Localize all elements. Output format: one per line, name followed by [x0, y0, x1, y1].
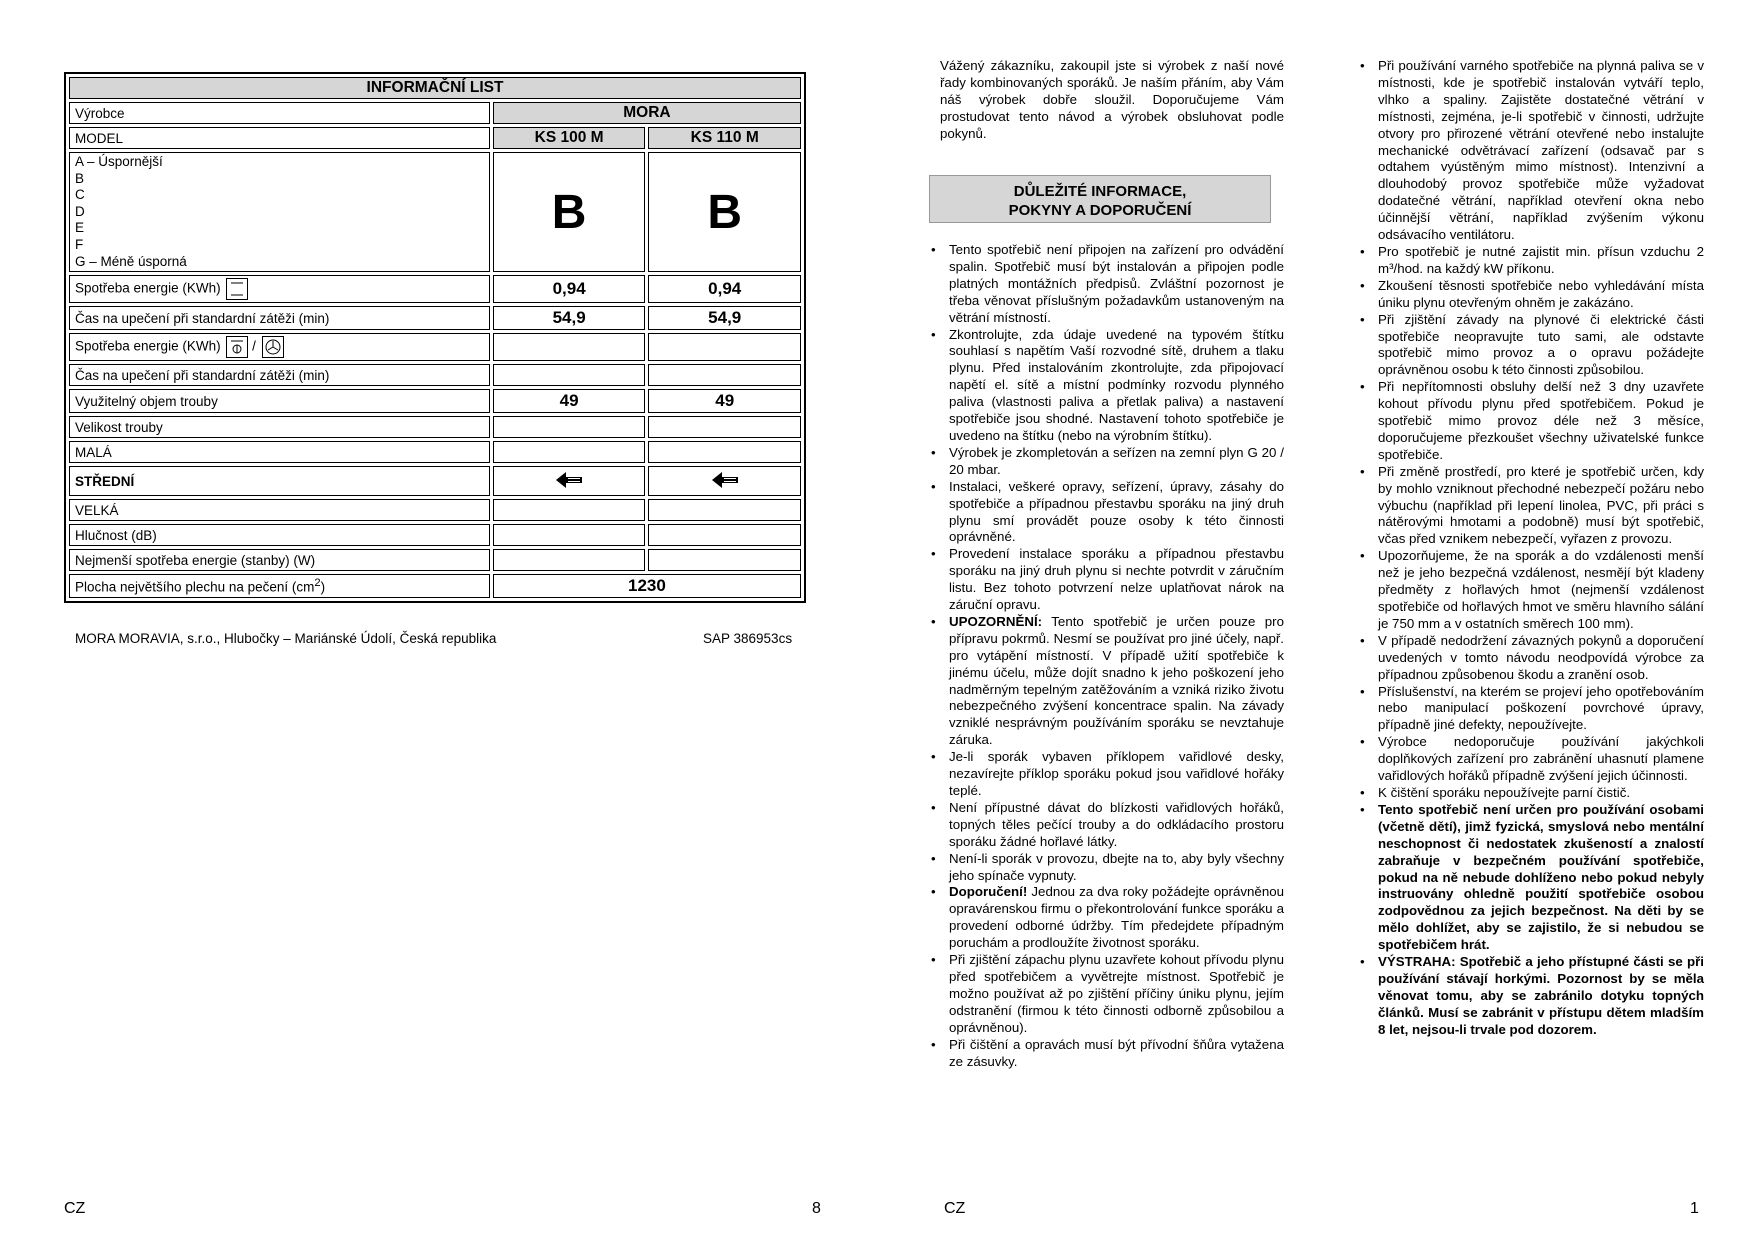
list-item	[1358, 379, 1704, 464]
list-item-text: Zkoušení těsnosti spotřebiče nebo vyhledávání místa úniku plynu otevřeným ohněm je zakázáno.	[1378, 277, 1704, 310]
fan-heating-icon	[226, 336, 248, 358]
class-b: B	[75, 170, 85, 186]
list-item	[929, 1037, 1284, 1071]
list-item-bold: Tento spotřebič není určen pro používání osobami (včetně dětí), jimž fyzická, smyslová nebo mentální neschopnost či nedostatek zkušeností a znalostí zabraňuje v bezpečném používání spotřebiče, pokud na ně nebude dohlíženo nebo pokud nebyly instruovány ohledně použití spotřebiče osobou zodpovědnou za jejich bezpečnost. Na děti by se mělo dohlížet, aby se zajistilo, že si nebudou se spotřebičem hrát.	[1378, 801, 1704, 953]
list-item-text: V případě nedodržení závazných pokynů a doporučení uvedených v tomto návodu neodpovídá výrobce za případnou způsobenou škodu a zranění osob.	[1378, 632, 1704, 682]
manufacturer-value: MORA	[493, 102, 801, 124]
list-item	[929, 884, 1284, 952]
right-page-number: 1	[1690, 1200, 1699, 1217]
list-item-bold: UPOZORNĚNÍ:	[949, 613, 1043, 629]
size-medium-model-2	[648, 466, 801, 496]
heading-line-2: POKYNY A DOPORUČENÍ	[1008, 202, 1192, 219]
list-item	[1358, 464, 1704, 549]
middle-bullet-list	[929, 242, 1284, 1070]
tray-label-end: )	[320, 579, 326, 595]
bake-time-fan-model-2	[648, 364, 801, 386]
table-title: INFORMAČNÍ LIST	[69, 77, 801, 99]
list-item-text: Při zjištění zápachu plynu uzavřete kohout přívodu plynu před spotřebičem a vyvětrejte místnost. Spotřebič je možno používat až po zjištění příčiny úniku plynu, jejím odstranění (firmou k této činnosti odborně způsobilou a oprávněnou).	[949, 952, 1284, 1035]
volume-label: Využitelný objem trouby	[69, 389, 490, 413]
list-item-text: Výrobce nedoporučuje používání jakýchkoli doplňkových zařízení pro zabránění uhasnutí plamene vařidlových hořáků případně zvýšení jejich účinnosti.	[1378, 734, 1704, 784]
energy-label: Spotřeba energie (KWh)	[75, 280, 221, 296]
size-large-model-2	[648, 499, 801, 521]
list-item	[1358, 734, 1704, 785]
list-item	[929, 445, 1284, 479]
info-table	[64, 72, 806, 603]
size-small-model-2	[648, 441, 801, 463]
manufacturer-label: Výrobce	[69, 102, 490, 124]
noise-label: Hlučnost (dB)	[69, 524, 490, 546]
energy-fan-model-1	[493, 333, 646, 361]
list-item-text: Výrobek je zkompletován a seřízen na zemní plyn G 20 / 20 mbar.	[949, 444, 1284, 477]
list-item-text: Instalaci, veškeré opravy, seřízení, úpravy, zásahy do spotřebiče a případnou přestavbu sporáku na jiný druh plynu smí provádět pouze osoby k této činnosti oprávněné.	[949, 478, 1284, 545]
list-item-bold: VÝSTRAHA: Spotřebič a jeho přístupné části se při používání stávají horkými. Pozornost by se měla věnovat tomu, aby se zabránilo dotyku topných článků. Musí se zabránit v přístupu dětem mladším 8 let, nejsou-li trvale pod dozorem.	[1378, 954, 1704, 1037]
bake-time-model-2: 54,9	[648, 306, 801, 330]
volume-model-2: 49	[648, 389, 801, 413]
list-item	[929, 851, 1284, 885]
standby-model-2	[648, 549, 801, 571]
standby-model-1	[493, 549, 646, 571]
list-item	[1358, 278, 1704, 312]
energy-classes-list	[69, 152, 490, 272]
conventional-heating-icon	[226, 278, 248, 300]
bake-time-label: Čas na upečení při standardní zátěži (min)	[69, 306, 490, 330]
arrow-left-icon	[710, 470, 740, 490]
size-large-label: VELKÁ	[69, 499, 490, 521]
list-item-text: Při používání varného spotřebiče na plynná paliva se v místnosti, kde je spotřebič instalován vytváří teplo, vlhko a spaliny. Zajistěte dostatečné větrání v místnosti, zejména, je-li spotřebič v činnosti, udržujte otvory pro přirozené větrání otevřené nebo instalujte mechanické odvětrávací zařízení (odsavač par s odtahem vyústěným mimo místnost). Intenzivní a dlouhodobý provoz spotřebiče může vyžadovat dodatečné větrání, například otevření okna nebo účinnější větrání, například zvýšením výkonu odsávacího ventilátoru.	[1378, 58, 1704, 243]
intro-text: Vážený zákazníku, zakoupil jste si výrobek z naší nové řady kombinovaných sporáků. Je naším přáním, aby Vám náš výrobek dobře sloužil. Doporučujeme Vám prostudovat tento návod a výrobek obsluhovat podle pokynů.	[940, 58, 1284, 141]
list-item	[1358, 633, 1704, 684]
list-item-text: Zkontrolujte, zda údaje uvedené na typovém štítku souhlasí s napětím Vaší rozvodné sítě, druhem a tlaku plynu. Před instalováním zkontrolujte, zda připojovací napětí el. sítě a místní podmínky rozvodu plynného paliva (vlastnosti paliva a přetlak paliva) a nastavení spotřebiče jsou shodné. Nastavení tohoto spotřebiče je uvedeno na štítku (nebo na výrobním štítku).	[949, 326, 1284, 443]
right-bullet-list	[1358, 58, 1704, 1039]
list-item-text: Tento spotřebič je určen pouze pro přípravu pokrmů. Nesmí se používat pro jiné účely, např. pro vytápění místností. V případě užití spotřebiče k jinému účelu, může dojít snadno k jeho poškození jeho nadměrným tepelným zatěžováním a vzniká riziko životu nebezpečného zvýšení koncentrace spalin. Na závady vzniklé nesprávným používáním sporáku se nevztahuje záruka.	[949, 613, 1284, 748]
size-small-label: MALÁ	[69, 441, 490, 463]
sap-number: SAP 386953cs	[703, 631, 793, 646]
list-item-text: Pro spotřebič je nutné zajistit min. přísun vzduchu 2 m³/hod. na každý kW příkonu.	[1378, 243, 1704, 276]
middle-column	[929, 242, 1284, 1070]
list-item	[929, 327, 1284, 445]
list-item-text: Je-li sporák vybaven příklopem vařidlové desky, nezavírejte příklop sporáku pokud jsou vařidlové hořáky teplé.	[949, 749, 1284, 798]
list-item	[1358, 548, 1704, 633]
list-item-text: Při zjištění závady na plynové či elektrické části spotřebiče neopravujte tuto sami, ale odstavte spotřebič mimo provoz a o opravu požádejte oprávněnou osobu k této činnosti způsobilou.	[1378, 311, 1704, 378]
list-item	[929, 242, 1284, 327]
bake-time-fan-model-1	[493, 364, 646, 386]
list-item	[1358, 954, 1704, 1039]
class-a: A – Úspornější	[75, 154, 163, 169]
list-item	[929, 614, 1284, 749]
volume-model-1: 49	[493, 389, 646, 413]
energy-fan-row-label	[69, 333, 490, 361]
section-heading	[929, 175, 1271, 223]
list-item	[1358, 802, 1704, 954]
class-g: G – Méně úsporná	[75, 253, 187, 269]
list-item-text: Tento spotřebič není připojen na zařízení pro odvádění spalin. Spotřebič musí být instalován a připojen podle platných montážních předpisů. Zvláštní pozornost je třeba věnovat příslušným požadavkům ustanoveným na větrání místností.	[949, 242, 1284, 325]
list-item	[929, 546, 1284, 614]
size-model-2	[648, 416, 801, 438]
list-item-text: Není přípustné dávat do blízkosti vařidlových hořáků, topných těles pečící trouby a do odkládacího prostoru sporáku žádné hořlavé látky.	[949, 799, 1284, 849]
right-column	[1358, 58, 1704, 1039]
energy-value-model-1: 0,94	[493, 275, 646, 303]
list-item-text: Není-li sporák v provozu, dbejte na to, aby byly všechny jeho spínače vypnuty.	[949, 850, 1284, 883]
arrow-left-icon	[554, 470, 584, 490]
list-item-text: Upozorňujeme, že na sporák a do vzdálenosti menší než je jeho bezpečná vzdálenost, nesmějí být kladeny předměty z hořlavých hmot (nejmenší vzdálenost spotřebiče od hořlavých hmot ve směru hlavního sálání je 750 mm a v ostatních směrech 100 mm).	[1378, 548, 1704, 631]
model-1: KS 100 M	[493, 127, 646, 149]
company-footer: MORA MORAVIA, s.r.o., Hlubočky – Mariánské Údolí, Česká republika	[75, 631, 497, 646]
heading-line-1: DŮLEŽITÉ INFORMACE,	[1013, 183, 1187, 200]
tray-label-sup: 2	[314, 577, 321, 590]
tray-value: 1230	[493, 574, 801, 598]
list-item	[929, 952, 1284, 1037]
model-label: MODEL	[69, 127, 490, 149]
standby-label: Nejmenší spotřeba energie (stanby) (W)	[69, 549, 490, 571]
energy-class-model-2: B	[648, 152, 801, 272]
bake-time-fan-label: Čas na upečení při standardní zátěži (min)	[69, 364, 490, 386]
class-c: C	[75, 187, 85, 203]
list-item	[1358, 58, 1704, 244]
list-item	[1358, 244, 1704, 278]
size-large-model-1	[493, 499, 646, 521]
size-label: Velikost trouby	[69, 416, 490, 438]
list-item-text: Při změně prostředí, pro které je spotřebič určen, kdy by mohlo vzniknout přechodné nebezpečí požáru nebo výbuchu (například při lepení linolea, PVC, při práci s nátěrovými hmotami a podobně) musí být spotřebič, včas před vznikem nebezpečí, vyřazen z provozu.	[1378, 463, 1704, 547]
noise-model-2	[648, 524, 801, 546]
list-item-text: Při čištění a opravách musí být přívodní šňůra vytažena ze zásuvky.	[949, 1036, 1284, 1069]
convection-fan-icon	[262, 336, 284, 358]
class-f: F	[75, 236, 84, 252]
noise-model-1	[493, 524, 646, 546]
intro-paragraph	[940, 58, 1284, 143]
left-lang-code: CZ	[64, 1200, 86, 1217]
energy-row-label	[69, 275, 490, 303]
list-item-text: Při nepřítomnosti obsluhy delší než 3 dny uzavřete kohout přívodu plynu před spotřebičem. Pokud je spotřebič mimo provoz déle než 3 měsíce, doporučujeme přezkoušet všechny uživatelské funkce spotřebiče.	[1378, 379, 1704, 462]
size-medium-label: STŘEDNÍ	[69, 466, 490, 496]
list-item-text: Provedení instalace sporáku a případnou přestavbu sporáku na jiný druh plynu si nechte potvrdit v záručním listu. Bez tohoto potvrzení nelze uplatňovat nárok na záruční opravu.	[949, 546, 1284, 613]
list-item	[929, 800, 1284, 851]
model-2: KS 110 M	[648, 127, 801, 149]
bake-time-model-1: 54,9	[493, 306, 646, 330]
tray-label	[69, 574, 490, 598]
energy-fan-separator: /	[252, 338, 256, 354]
energy-value-model-2: 0,94	[648, 275, 801, 303]
list-item	[929, 749, 1284, 800]
size-model-1	[493, 416, 646, 438]
list-item	[1358, 312, 1704, 380]
energy-fan-model-2	[648, 333, 801, 361]
list-item-text: K čištění sporáku nepoužívejte parní čistič.	[1378, 784, 1631, 800]
list-item	[1358, 785, 1704, 802]
list-item	[1358, 684, 1704, 735]
list-item	[929, 479, 1284, 547]
energy-fan-label: Spotřeba energie (KWh)	[75, 338, 221, 354]
class-e: E	[75, 220, 85, 236]
right-lang-code: CZ	[944, 1200, 966, 1217]
class-d: D	[75, 203, 85, 219]
size-small-model-1	[493, 441, 646, 463]
list-item-text: Příslušenství, na kterém se projeví jeho opotřebováním nebo manipulací poškození povrchové úpravy, případně jiné defekty, nepoužívejte.	[1378, 683, 1704, 733]
list-item-bold: Doporučení!	[949, 884, 1028, 900]
left-page-number: 8	[812, 1200, 821, 1217]
list-item-text: Jednou za dva roky požádejte oprávněnou opravárenskou firmu o překontrolování funkce sporáku a provedení odborné údržby. Tím předejdete případným poruchám a prodloužíte životnost sporáku.	[949, 884, 1284, 951]
energy-class-model-1: B	[493, 152, 646, 272]
size-medium-model-1	[493, 466, 646, 496]
tray-label-text: Plocha největšího plechu na pečení (cm	[75, 579, 315, 595]
